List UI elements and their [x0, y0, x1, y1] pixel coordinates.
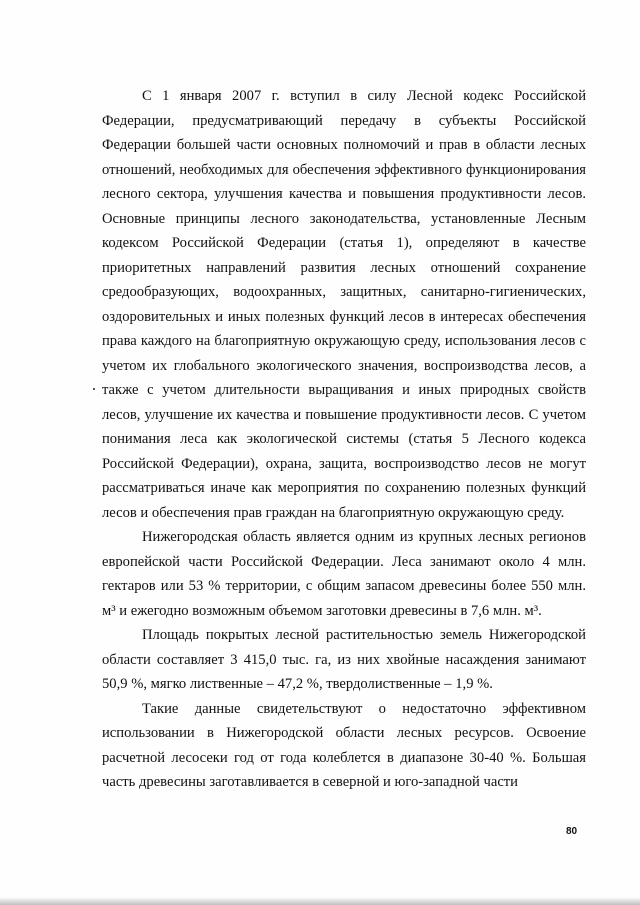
scan-speck: [93, 388, 95, 390]
page-number: 80: [566, 826, 578, 837]
paragraph-forest-area: Площадь покрытых лесной растительностью земель Нижегородской области составляет 3 415,0 тыс. га, из них хвойные насаждения занимают 50,9 %, мягко лиственные – 47,2 %, твердолиственные – 1,9 %.: [102, 627, 586, 692]
body-text: [102, 84, 586, 795]
paragraph-efficiency: Такие данные свидетельствуют о недостаточно эффективном использовании в Нижегородской области лесных ресурсов. Освоение расчетной лесосеки год от года колеблется в диапазоне 30-40 %. Большая часть древесины заготавливается в северной и юго-западной части: [102, 700, 586, 790]
paragraph-forest-code: С 1 января 2007 г. вступил в силу Лесной кодекс Российской Федерации, предусматривающий передачу в субъекты Российской Федерации большей части основных полномочий и прав в области лесных отношений, необходимых для обеспечения эффективного функционирования лесного сектора, улучшения качества и повышения продуктивности лесов. Основные принципы лесного законодательства, установленные Лесным кодексом Российской Федерации (статья 1), определяют в качестве приоритетных направлений развития лесных отношений сохранение средообразующих, водоохранных, защитных, санитарно-гигиенических, оздоровительных и иных полезных функций лесов в интересах обеспечения права каждого на благоприятную окружающую среду, использования лесов с учетом их глобального экологического значения, воспроизводства лесов, а также с учетом длительности выращивания и иных природных свойств лесов, улучшение их качества и повышение продуктивности лесов. С учетом понимания леса как экологической системы (статья 5 Лесного кодекса Российской Федерации), охрана, защита, воспроизводство лесов не могут рассматриваться иначе как мероприятия по сохранению полезных функций лесов и обеспечения прав граждан на благоприятную окружающую среду.: [102, 88, 586, 521]
scan-bottom-edge: [0, 897, 640, 905]
paragraph-nizhny-region: Нижегородская область является одним из крупных лесных регионов европейской части Российской Федерации. Леса занимают около 4 млн. гектаров или 53 % территории, с общим запасом древесины более 550 млн. м³ и ежегодно возможным объемом заготовки древесины в 7,6 млн. м³.: [102, 529, 586, 619]
